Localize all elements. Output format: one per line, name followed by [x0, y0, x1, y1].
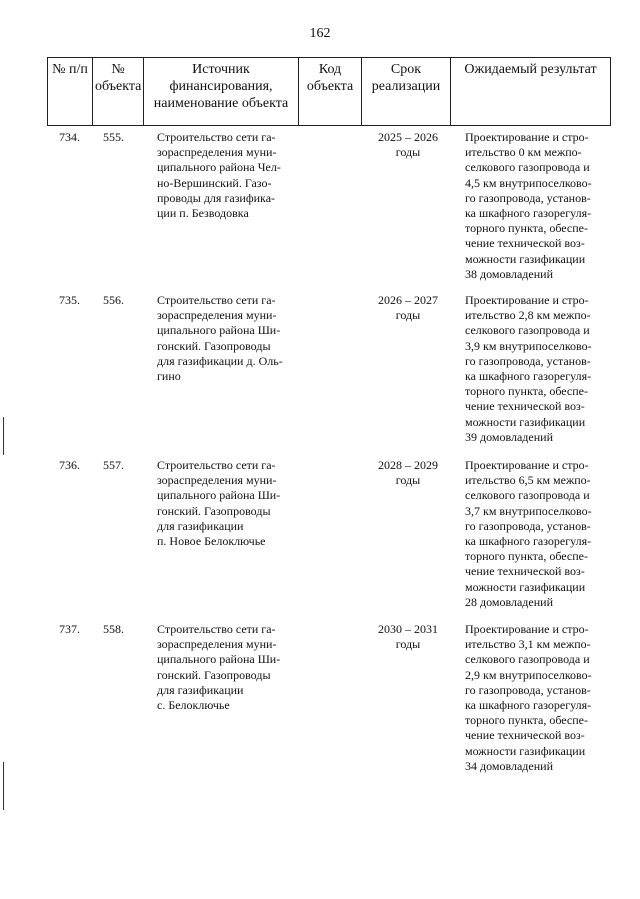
term-cell: [363, 293, 453, 323]
source-line: ции п. Безводовка: [157, 206, 249, 221]
source-line: для газификации д. Оль-: [157, 353, 283, 368]
result-line: ительство 3,1 км межпо-: [465, 637, 591, 652]
result-line: торного пункта, обеспе-: [465, 549, 589, 564]
source-line: зораспределения муни-: [157, 145, 277, 160]
source-cell: [157, 458, 317, 549]
object-number: 555.: [103, 130, 124, 144]
source-line: ципального района Ши-: [157, 652, 281, 667]
result-line: ка шкафного газорегуля-: [465, 534, 592, 549]
header-source: Источник финансирования, наименование объекта: [144, 58, 299, 126]
result-line: ка шкафного газорегуля-: [465, 206, 592, 221]
source-line: гонский. Газопроводы: [157, 503, 271, 518]
row-number: 734.: [59, 130, 80, 144]
source-line: гонский. Газопроводы: [157, 667, 271, 682]
result-line: ительство 2,8 км межпо-: [465, 308, 591, 323]
result-line: го газопровода, установ-: [465, 353, 591, 368]
result-cell: [465, 622, 625, 774]
source-line: гонский. Газопроводы: [157, 338, 271, 353]
source-line: ципального района Чел-: [157, 160, 281, 175]
header-object-number: № объекта: [93, 58, 144, 126]
row-number: 736.: [59, 458, 80, 472]
header-term: Срок реализации: [362, 58, 451, 126]
result-line: можности газификации: [465, 251, 586, 266]
object-number: 557.: [103, 458, 124, 472]
result-cell: [465, 130, 625, 282]
header-row-number: № п/п: [48, 58, 93, 126]
source-line: для газификации: [157, 682, 244, 697]
result-line: Проектирование и стро-: [465, 622, 589, 636]
result-line: Проектирование и стро-: [465, 293, 589, 307]
source-line: Строительство сети га-: [157, 293, 276, 307]
result-cell: [465, 293, 625, 445]
result-line: селкового газопровода и: [465, 488, 590, 503]
result-line: селкового газопровода и: [465, 323, 590, 338]
result-line: ительство 0 км межпо-: [465, 145, 582, 160]
result-line: чение технической воз-: [465, 399, 585, 414]
header-result: Ожидаемый результат: [451, 58, 611, 126]
header-object-code: Код объекта: [299, 58, 362, 126]
page-number: 162: [309, 26, 331, 41]
result-line: 34 домовладений: [465, 758, 553, 773]
term-cell: [363, 622, 453, 652]
term-unit: годы: [395, 637, 421, 652]
result-line: Проектирование и стро-: [465, 458, 589, 472]
result-line: 3,9 км внутрипоселково-: [465, 338, 592, 353]
result-line: чение технической воз-: [465, 728, 585, 743]
row-number: 735.: [59, 293, 80, 307]
table-header: [47, 57, 611, 126]
source-line: с. Белоключье: [157, 698, 230, 713]
source-line: Строительство сети га-: [157, 130, 276, 144]
source-line: ципального района Ши-: [157, 488, 281, 503]
term-unit: годы: [395, 308, 421, 323]
result-cell: [465, 458, 625, 610]
result-line: чение технической воз-: [465, 236, 585, 251]
term-unit: годы: [395, 473, 421, 488]
scan-artifact: [3, 417, 4, 455]
source-cell: [157, 622, 317, 713]
result-line: 38 домовладений: [465, 266, 553, 281]
source-cell: [157, 293, 317, 384]
source-line: Строительство сети га-: [157, 458, 276, 472]
result-line: 3,7 км внутрипоселково-: [465, 503, 592, 518]
result-line: го газопровода, установ-: [465, 682, 591, 697]
term-cell: [363, 130, 453, 160]
term-years: 2028 – 2029: [378, 458, 438, 472]
result-line: 2,9 км внутрипоселково-: [465, 667, 592, 682]
result-line: торного пункта, обеспе-: [465, 221, 589, 236]
source-line: зораспределения муни-: [157, 308, 277, 323]
result-line: можности газификации: [465, 414, 586, 429]
result-line: селкового газопровода и: [465, 652, 590, 667]
result-line: торного пункта, обеспе-: [465, 713, 589, 728]
source-line: гино: [157, 369, 181, 384]
result-line: ка шкафного газорегуля-: [465, 698, 592, 713]
result-line: ка шкафного газорегуля-: [465, 369, 592, 384]
source-line: п. Новое Белоключье: [157, 534, 266, 549]
source-line: Строительство сети га-: [157, 622, 276, 636]
scan-artifact: [3, 762, 4, 810]
source-line: зораспределения муни-: [157, 473, 277, 488]
term-years: 2025 – 2026: [378, 130, 438, 144]
object-number: 556.: [103, 293, 124, 307]
result-line: го газопровода, установ-: [465, 190, 591, 205]
term-cell: [363, 458, 453, 488]
result-line: можности газификации: [465, 743, 586, 758]
source-line: но-Вершинский. Газо-: [157, 175, 272, 190]
result-line: 4,5 км внутрипоселково-: [465, 175, 592, 190]
row-number: 737.: [59, 622, 80, 636]
result-line: Проектирование и стро-: [465, 130, 589, 144]
result-line: можности газификации: [465, 579, 586, 594]
source-line: проводы для газифика-: [157, 190, 276, 205]
source-line: ципального района Ши-: [157, 323, 281, 338]
result-line: ительство 6,5 км межпо-: [465, 473, 591, 488]
term-unit: годы: [395, 145, 421, 160]
source-line: для газификации: [157, 518, 244, 533]
result-line: 39 домовладений: [465, 429, 553, 444]
source-line: зораспределения муни-: [157, 637, 277, 652]
result-line: торного пункта, обеспе-: [465, 384, 589, 399]
result-line: селкового газопровода и: [465, 160, 590, 175]
object-number: 558.: [103, 622, 124, 636]
term-years: 2030 – 2031: [378, 622, 438, 636]
result-line: 28 домовладений: [465, 594, 553, 609]
result-line: го газопровода, установ-: [465, 518, 591, 533]
source-cell: [157, 130, 317, 221]
term-years: 2026 – 2027: [378, 293, 438, 307]
result-line: чение технической воз-: [465, 564, 585, 579]
